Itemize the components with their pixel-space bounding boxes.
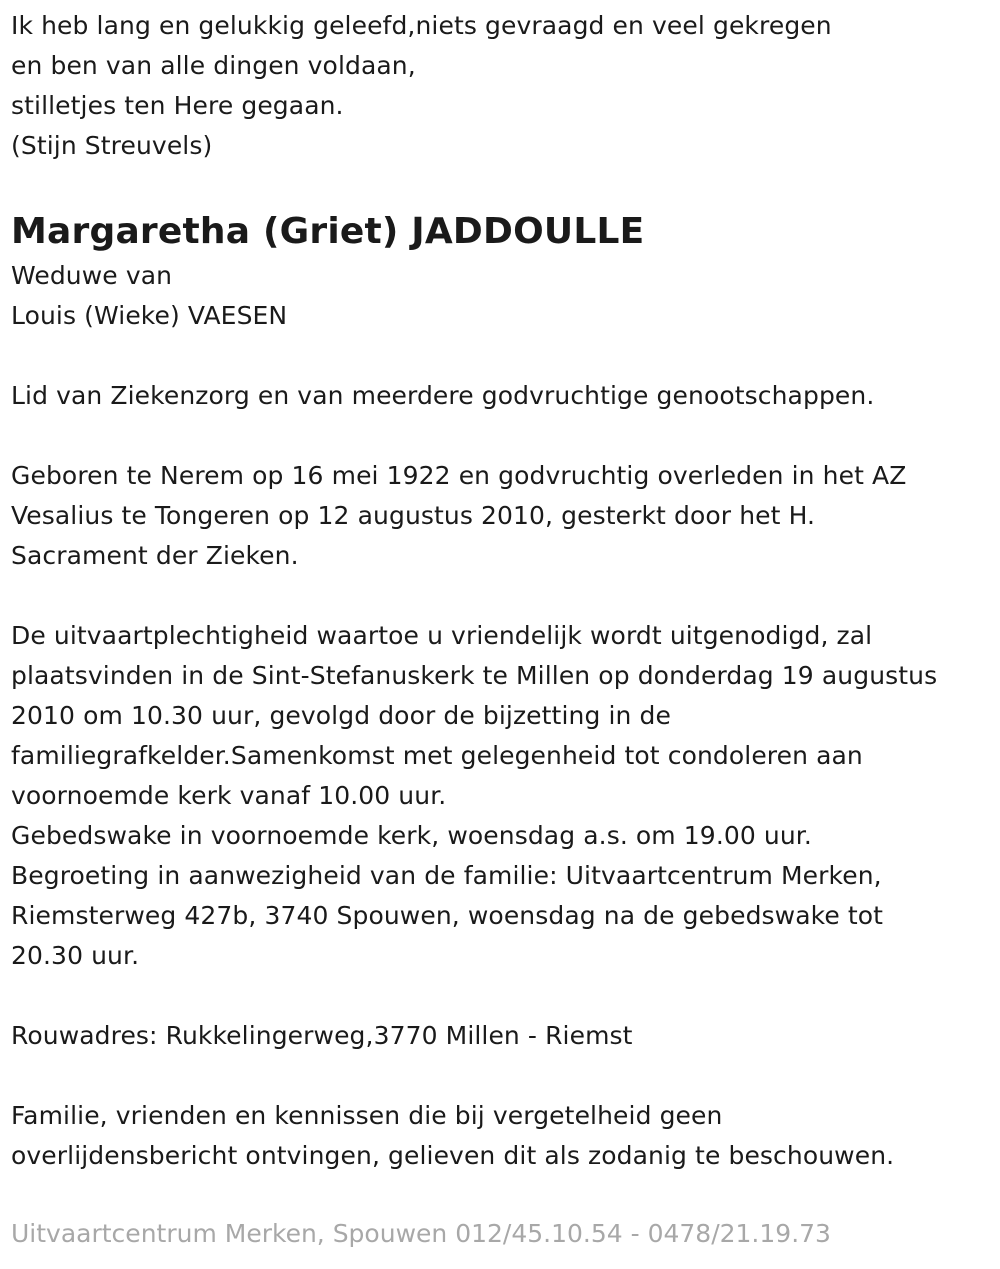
funeral-paragraph: [11, 616, 1000, 976]
paragraph-line: 20.30 uur.: [11, 941, 140, 970]
poem-author: (Stijn Streuvels): [11, 131, 213, 160]
paragraph-line: Vesalius te Tongeren op 12 augustus 2010, gesterkt door het H.: [11, 501, 816, 530]
notice-paragraph: [11, 1096, 1000, 1176]
paragraph-line: Familie, vrienden en kennissen die bij vergetelheid geen: [11, 1101, 723, 1130]
spacer: [11, 976, 1000, 1016]
spacer: [11, 416, 1000, 456]
birth-death-paragraph: [11, 456, 1000, 576]
membership-text: Lid van Ziekenzorg en van meerdere godvruchtige genootschappen.: [11, 381, 875, 410]
poem-line: Ik heb lang en gelukkig geleefd,niets gevraagd en veel gekregen: [11, 11, 832, 40]
paragraph-line: Sacrament der Zieken.: [11, 541, 299, 570]
poem-line: en ben van alle dingen voldaan,: [11, 51, 416, 80]
spacer: [11, 336, 1000, 376]
paragraph-line: De uitvaartplechtigheid waartoe u vriendelijk wordt uitgenodigd, zal: [11, 621, 873, 650]
paragraph-line: Gebedswake in voornoemde kerk, woensdag a.s. om 19.00 uur.: [11, 821, 812, 850]
deceased-name: Margaretha (Griet) JADDOULLE: [11, 211, 645, 252]
spacer: [11, 1056, 1000, 1096]
paragraph-line: Begroeting in aanwezigheid van de familie: Uitvaartcentrum Merken,: [11, 861, 882, 890]
paragraph-line: familiegrafkelder.Samenkomst met gelegenheid tot condoleren aan: [11, 741, 863, 770]
relation-label: Weduwe van: [11, 261, 173, 290]
mourning-address: Rouwadres: Rukkelingerweg,3770 Millen - Riemst: [11, 1021, 633, 1050]
spouse-name: Louis (Wieke) VAESEN: [11, 301, 288, 330]
funeral-home-footer: Uitvaartcentrum Merken, Spouwen 012/45.10.54 - 0478/21.19.73: [11, 1219, 831, 1248]
paragraph-line: voornoemde kerk vanaf 10.00 uur.: [11, 781, 447, 810]
paragraph-line: Riemsterweg 427b, 3740 Spouwen, woensdag na de gebedswake tot: [11, 901, 884, 930]
poem-line: stilletjes ten Here gegaan.: [11, 91, 344, 120]
spacer: [11, 166, 1000, 206]
poem: [11, 6, 1000, 166]
paragraph-line: Geboren te Nerem op 16 mei 1922 en godvruchtig overleden in het AZ: [11, 461, 907, 490]
paragraph-line: 2010 om 10.30 uur, gevolgd door de bijzetting in de: [11, 701, 671, 730]
spacer: [11, 576, 1000, 616]
paragraph-line: plaatsvinden in de Sint-Stefanuskerk te Millen op donderdag 19 augustus: [11, 661, 938, 690]
paragraph-line: overlijdensbericht ontvingen, gelieven dit als zodanig te beschouwen.: [11, 1141, 895, 1170]
